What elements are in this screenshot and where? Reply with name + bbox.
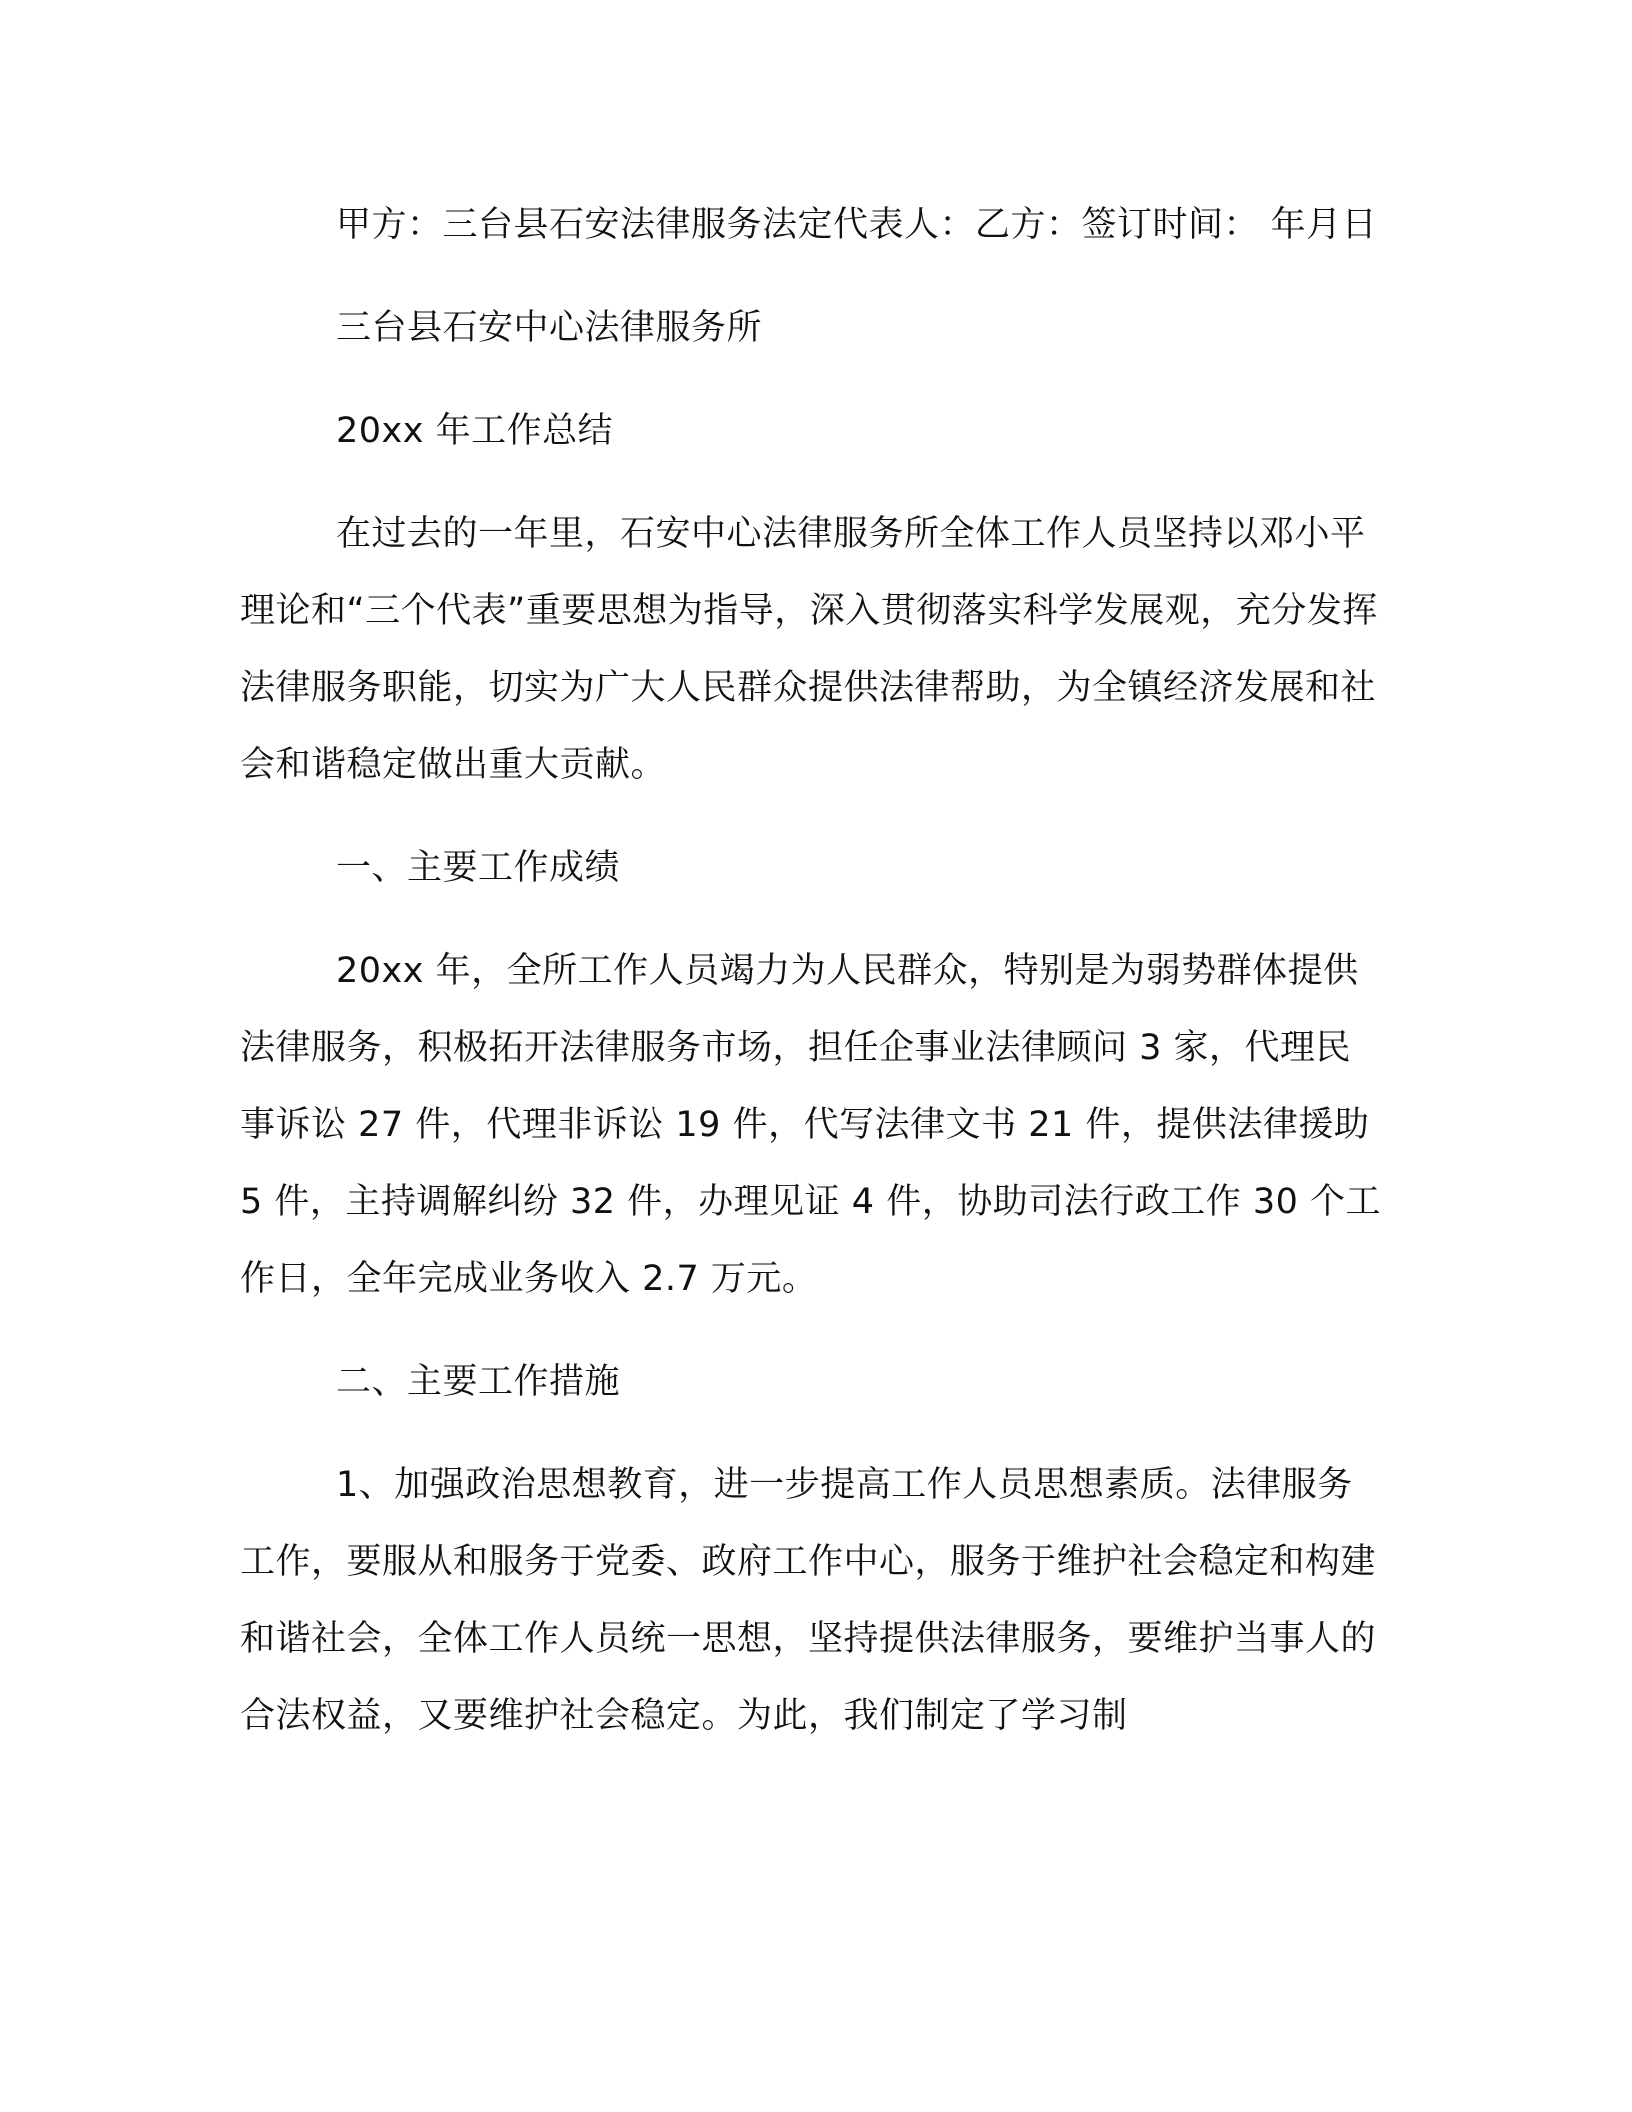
section-heading-achievements: 一、主要工作成绩 (336, 848, 621, 888)
summary-title: 20xx 年工作总结 (336, 411, 614, 451)
section-heading-measures: 二、主要工作措施 (336, 1362, 621, 1402)
document-body (240, 187, 1382, 1755)
intro-paragraph: 在过去的一年里，石安中心法律服务所全体工作人员坚持以邓小平理论和“三个代表”重要思想为指导，深入贯彻落实科学发展观，充分发挥法律服务职能，切实为广大人民群众提供法律帮助，为全镇经济发展和社会和谐稳定做出重大贡献。 (240, 514, 1378, 785)
measures-paragraph: 1、加强政治思想教育，进一步提高工作人员思想素质。法律服务工作，要服从和服务于党委、政府工作中心，服务于维护社会稳定和构建和谐社会，全体工作人员统一思想，坚持提供法律服务，要维护当事人的合法权益，又要维护社会稳定。为此，我们制定了学习制 (240, 1465, 1377, 1736)
organization-name: 三台县石安中心法律服务所 (336, 308, 763, 348)
achievements-paragraph: 20xx 年，全所工作人员竭力为人民群众，特别是为弱势群体提供法律服务，积极拓开法律服务市场，担任企事业法律顾问 3 家，代理民事诉讼 27 件，代理非诉讼 19 件，代写法律文书 21 件，提供法律援助 5 件，主持调解纠纷 32 件，办理见证 4 件，协助司法行政工作 30 个工作日，全年完成业务收入 2.7 万元。 (240, 951, 1381, 1299)
contract-parties-line: 甲方：三台县石安法律服务法定代表人：乙方：签订时间： 年月日 (336, 205, 1378, 245)
